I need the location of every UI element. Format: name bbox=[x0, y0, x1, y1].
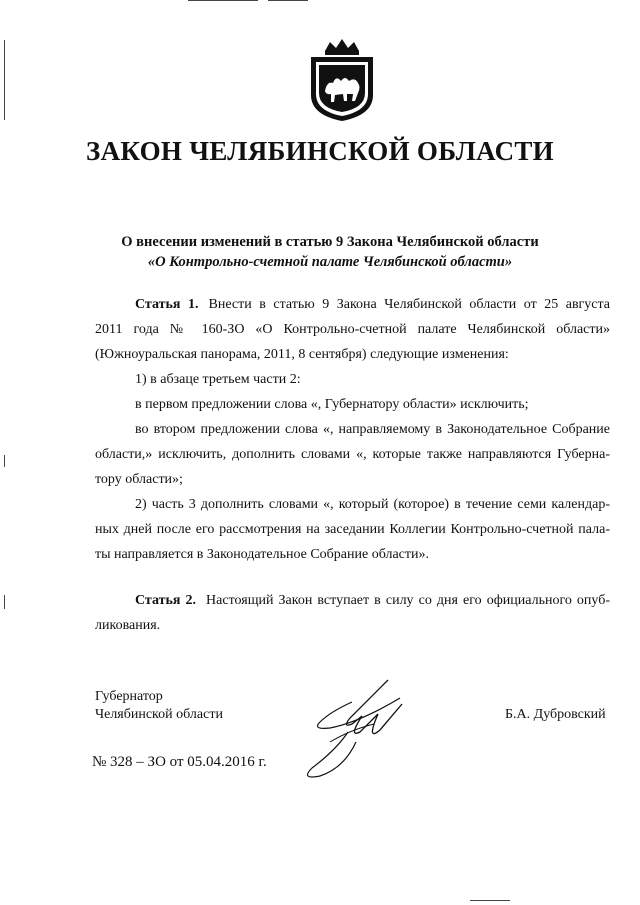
scan-artifact bbox=[470, 900, 510, 901]
article-1-line: тору области»; bbox=[95, 472, 183, 487]
subtitle-line-1: О внесении изменений в статью 9 Закона Челябинской области bbox=[121, 234, 539, 250]
article-2-line: ликования. bbox=[95, 618, 161, 633]
article-1-line: Статья 1. Внести в статью 9 Закона Челябинской области от 25 августа bbox=[135, 297, 611, 312]
article-2-line: Статья 2. Настоящий Закон вступает в силу со дня его официального опуб- bbox=[135, 593, 610, 608]
article-2-label: Статья 2. bbox=[135, 593, 197, 608]
article-1-label: Статья 1. bbox=[135, 297, 199, 312]
coat-of-arms-emblem bbox=[303, 37, 381, 123]
article-1-line: во втором предложении слова «, направляемому в Законодательное Собрание bbox=[135, 422, 610, 437]
handwritten-signature bbox=[290, 672, 420, 792]
article-1-line: области,» исключить, дополнить словами «, которые также направляются Губерна- bbox=[95, 447, 610, 462]
article-1 bbox=[95, 292, 610, 567]
scan-artifact bbox=[188, 0, 258, 1]
registration-number: № 328 – ЗО от 05.04.2016 г. bbox=[92, 754, 267, 770]
scan-artifact bbox=[4, 455, 5, 467]
signatory-position bbox=[95, 688, 223, 724]
article-1-line: 1) в абзаце третьем части 2: bbox=[135, 372, 301, 387]
article-1-line: ных дней после его рассмотрения на заседании Коллегии Контрольно-счетной пала- bbox=[95, 522, 610, 537]
signatory-position-line-1: Губернатор bbox=[95, 689, 163, 704]
scan-artifact bbox=[4, 595, 5, 609]
scan-artifact bbox=[4, 40, 5, 120]
signatory-position-line-2: Челябинской области bbox=[95, 707, 223, 722]
scan-artifact bbox=[268, 0, 308, 1]
law-subtitle bbox=[60, 232, 600, 272]
subtitle-line-2: «О Контрольно-счетной палате Челябинской области» bbox=[147, 254, 513, 270]
article-1-line: ты направляется в Законодательное Собрание области». bbox=[95, 547, 430, 562]
article-2 bbox=[95, 588, 610, 638]
article-1-line: 2) часть 3 дополнить словами «, который (которое) в течение семи календар- bbox=[135, 497, 610, 512]
law-title: ЗАКОН ЧЕЛЯБИНСКОЙ ОБЛАСТИ bbox=[86, 136, 554, 166]
signatory-name: Б.А. Дубровский bbox=[505, 707, 606, 722]
article-1-line: (Южноуральская панорама, 2011, 8 сентября) следующие изменения: bbox=[95, 347, 509, 362]
article-1-line: в первом предложении слова «, Губернатору области» исключить; bbox=[135, 397, 529, 412]
article-1-line: 2011 года № 160-ЗО «О Контрольно-счетной палате Челябинской области» bbox=[95, 322, 610, 337]
